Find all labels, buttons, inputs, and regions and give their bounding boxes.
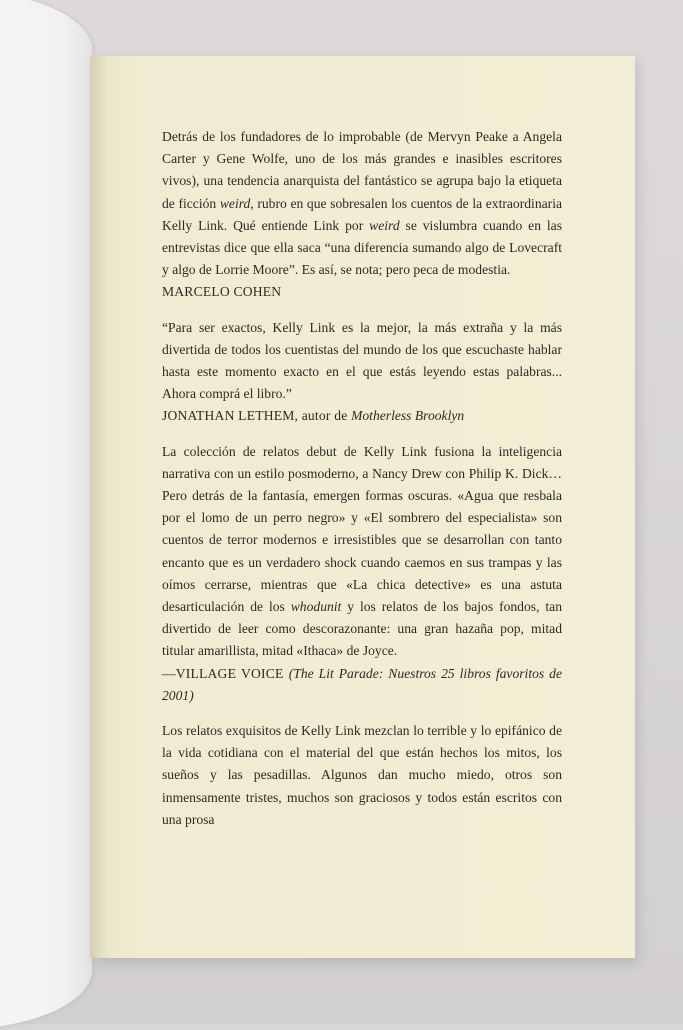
review-attribution — [162, 281, 562, 303]
text-run: y los relatos de los bajos fondos, tan divertido de leer como descorazonante: una gran hazaña pop, mitad titular amarillista, mitad «Ithaca» de Joyce. — [162, 599, 562, 659]
attribution-title: Motherless Brooklyn — [351, 408, 465, 424]
review-text — [162, 441, 562, 663]
book-page — [90, 56, 635, 958]
review-block — [162, 441, 562, 707]
review-text — [162, 126, 562, 281]
review-column — [162, 126, 562, 844]
text-run: Los relatos exquisitos de Kelly Link mezclan lo terrible y lo epifánico de la vida cotidiana con el material del que están hechos los mitos, los sueños y las pesadillas. Algunos dan mucho miedo, otros son inmensamente tristes, muchos son graciosos y todos están escritos con una prosa — [162, 723, 562, 827]
text-run: La colección de relatos debut de Kelly Link fusiona la inteligencia narrativa con un estilo posmoderno, a Nancy Drew con Philip K. Dick… Pero detrás de la fantasía, emergen formas oscuras. «Agua que resbala por el lomo de un perro negro» y «El sombrero del especialista» son cuentos de terror modernos e irresistibles que se desarrollan con tanto encanto que es un verdadero shock cuando caemos en sus trampas y las oímos cerrarse, mientras que «La chica detective» es una astuta desarticulación de los — [162, 443, 562, 615]
review-attribution — [162, 405, 562, 427]
review-block — [162, 317, 562, 428]
italic-text: whodunit — [290, 599, 342, 615]
gutter-shadow — [90, 56, 108, 958]
review-text — [162, 317, 562, 406]
attribution-name: MARCELO COHEN — [162, 284, 282, 300]
attribution-title: (The Lit Parade: Nuestros 25 libros favoritos de 2001) — [162, 665, 562, 703]
left-page — [0, 0, 92, 1030]
italic-text: weird — [369, 217, 400, 233]
review-block — [162, 126, 562, 304]
text-run: “Para ser exactos, Kelly Link es la mejor, la más extraña y la más divertida de todos los cuentistas del mundo de los que escuchaste hablar hasta este momento exacto en el que estás leyendo estas palabras... Ahora comprá el libro.” — [162, 319, 562, 402]
attribution-name: JONATHAN LETHEM, autor de — [162, 408, 352, 424]
review-block — [162, 720, 562, 831]
review-attribution — [162, 663, 562, 707]
text-run: se vislumbra cuando en las entrevistas dice que ella saca “una diferencia sumando algo de Lovecraft y algo de Lorrie Moore”. Es así, se nota; pero peca de modestia. — [162, 217, 562, 278]
attribution-name: —VILLAGE VOICE — [162, 665, 289, 681]
text-run: , rubro en que sobresalen los cuentos de la extraordinaria Kelly Link. Qué entiende Link por — [162, 195, 562, 233]
italic-text: weird — [219, 195, 251, 211]
review-text — [162, 720, 562, 831]
text-run: Detrás de los fundadores de lo improbable (de Mervyn Peake a Angela Carter y Gene Wolfe, uno de los más grandes e inasibles escritores vivos), una tendencia anarquista del fantástico se agrupa bajo la etiqueta de ficción — [162, 129, 562, 211]
